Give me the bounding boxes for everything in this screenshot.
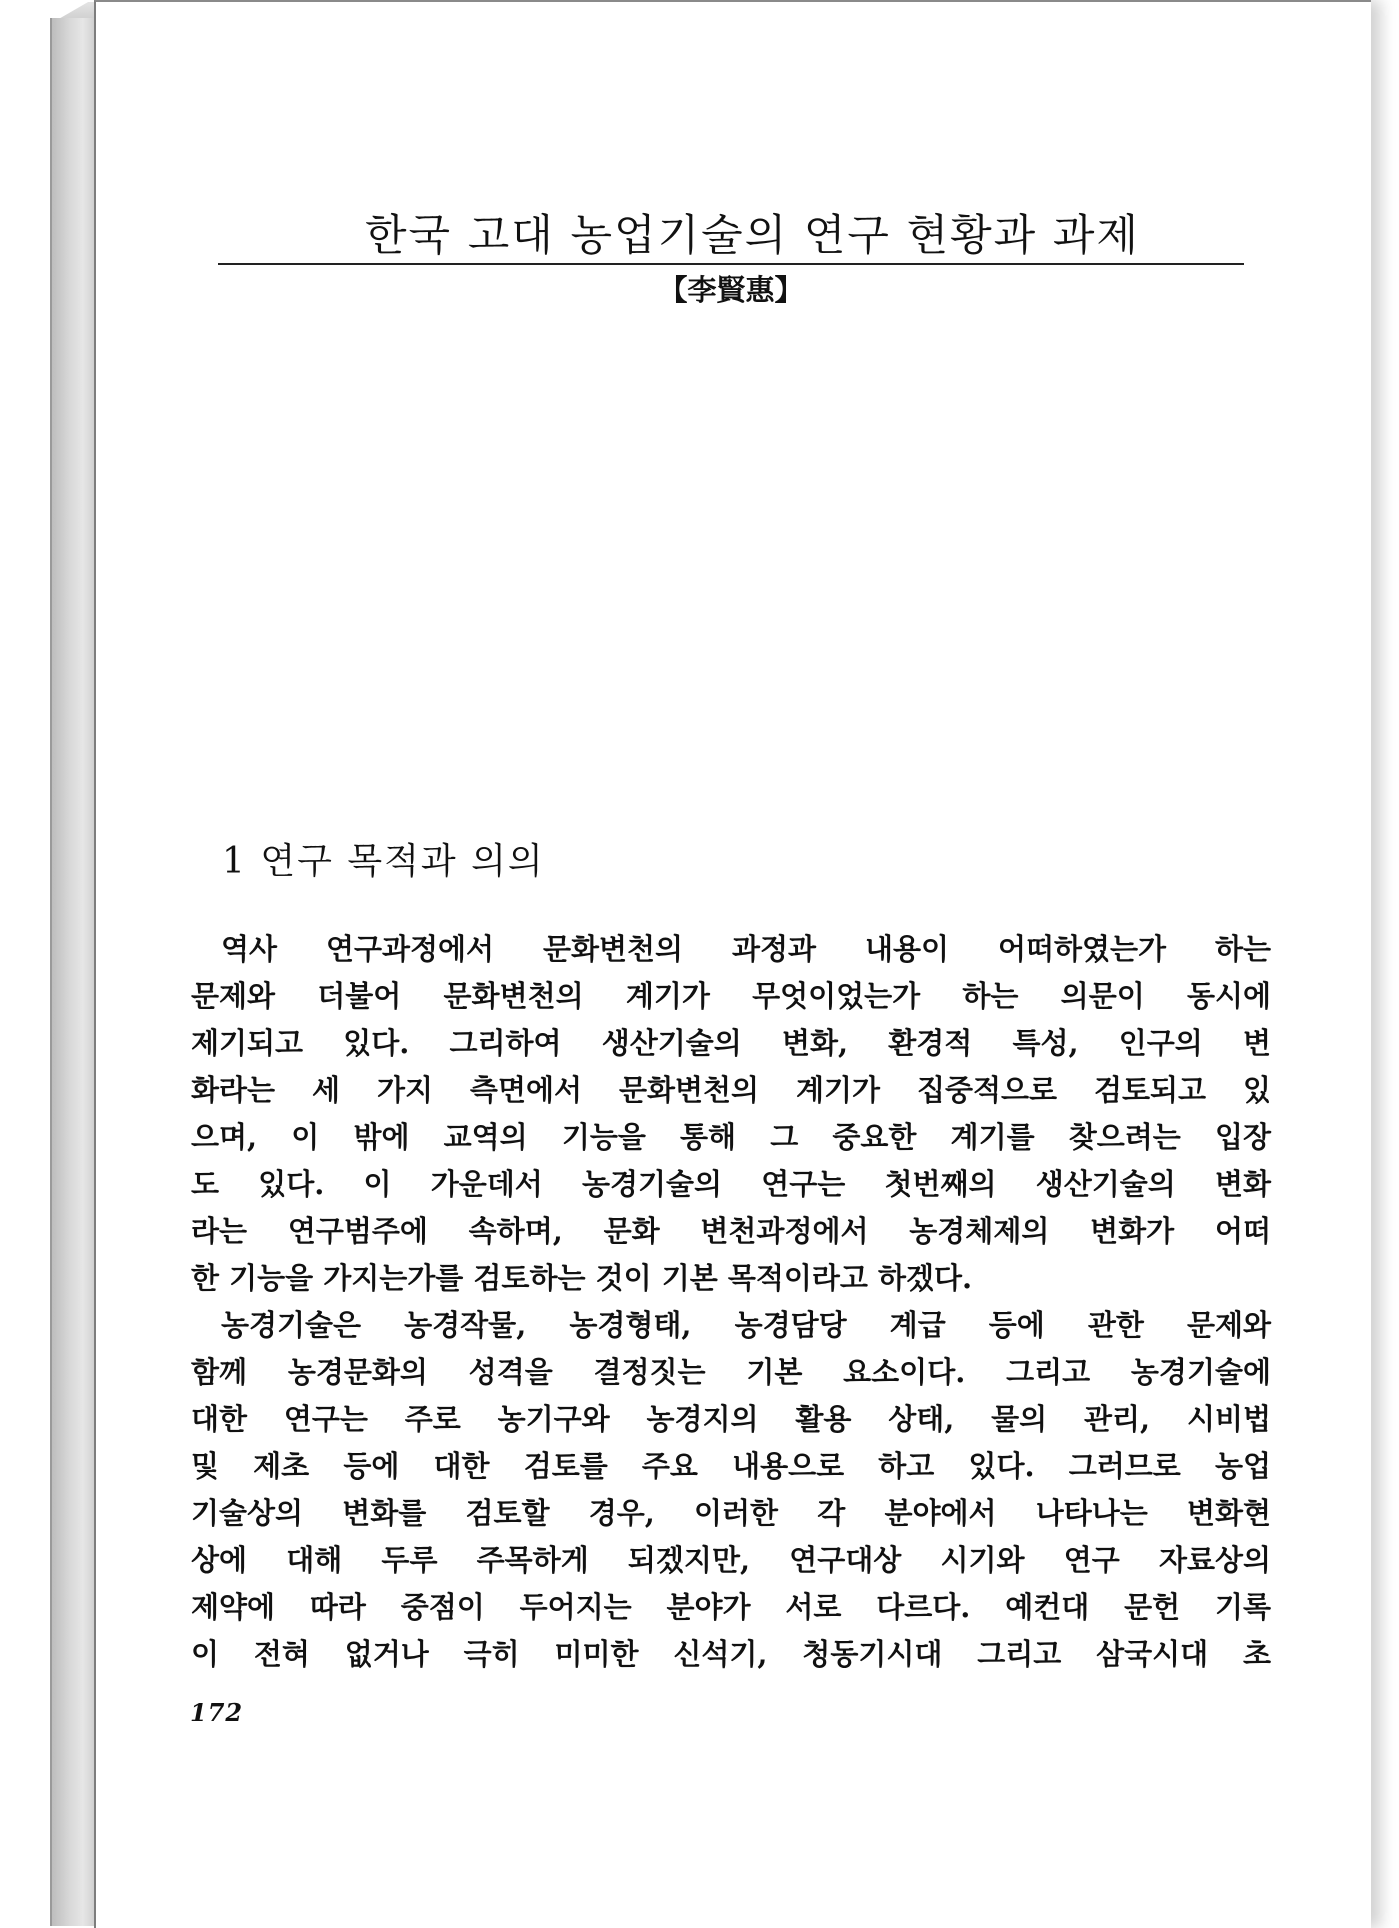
body-line: 한 기능을 가지는가를 검토하는 것이 기본 목적이라고 하겠다. (191, 1261, 973, 1295)
body-line: 제기되고 있다. 그리하여 생산기술의 변화, 환경적 특성, 인구의 변 (191, 1026, 1271, 1060)
title-underline (218, 263, 1244, 265)
body-text (191, 926, 1271, 1678)
body-line: 제약에 따라 중점이 두어지는 분야가 서로 다르다. 예컨대 문헌 기록 (191, 1590, 1271, 1624)
body-line: 함께 농경문화의 성격을 결정짓는 기본 요소이다. 그리고 농경기술에 (191, 1355, 1271, 1389)
body-line: 라는 연구범주에 속하며, 문화 변천과정에서 농경체제의 변화가 어떠 (191, 1214, 1271, 1248)
body-line: 으며, 이 밖에 교역의 기능을 통해 그 중요한 계기를 찾으려는 입장 (191, 1120, 1271, 1154)
body-line: 이 전혀 없거나 극히 미미한 신석기, 청동기시대 그리고 삼국시대 초 (191, 1637, 1271, 1671)
article-title: 한국 고대 농업기술의 연구 현황과 과제 (365, 211, 1140, 261)
body-line: 도 있다. 이 가운데서 농경기술의 연구는 첫번째의 생산기술의 변화 (191, 1167, 1271, 1201)
body-line: 화라는 세 가지 측면에서 문화변천의 계기가 집중적으로 검토되고 있 (191, 1073, 1271, 1107)
section-heading: 1 연구 목적과 의의 (222, 841, 545, 882)
body-line: 기술상의 변화를 검토할 경우, 이러한 각 분야에서 나타나는 변화현 (191, 1496, 1271, 1530)
body-line: 농경기술은 농경작물, 농경형태, 농경담당 계급 등에 관한 문제와 (221, 1308, 1271, 1342)
body-line: 역사 연구과정에서 문화변천의 과정과 내용이 어떠하였는가 하는 (221, 932, 1271, 966)
body-line: 대한 연구는 주로 농기구와 농경지의 활용 상태, 물의 관리, 시비법 (191, 1402, 1271, 1436)
body-line: 상에 대해 두루 주목하게 되겠지만, 연구대상 시기와 연구 자료상의 (191, 1543, 1271, 1577)
page-number: 172 (190, 1698, 244, 1727)
article-author: 【李賢惠】 (658, 273, 804, 307)
body-line: 및 제초 등에 대한 검토를 주요 내용으로 하고 있다. 그러므로 농업 (191, 1449, 1271, 1483)
body-line: 문제와 더불어 문화변천의 계기가 무엇이었는가 하는 의문이 동시에 (191, 979, 1271, 1013)
book-spine (50, 18, 96, 1926)
